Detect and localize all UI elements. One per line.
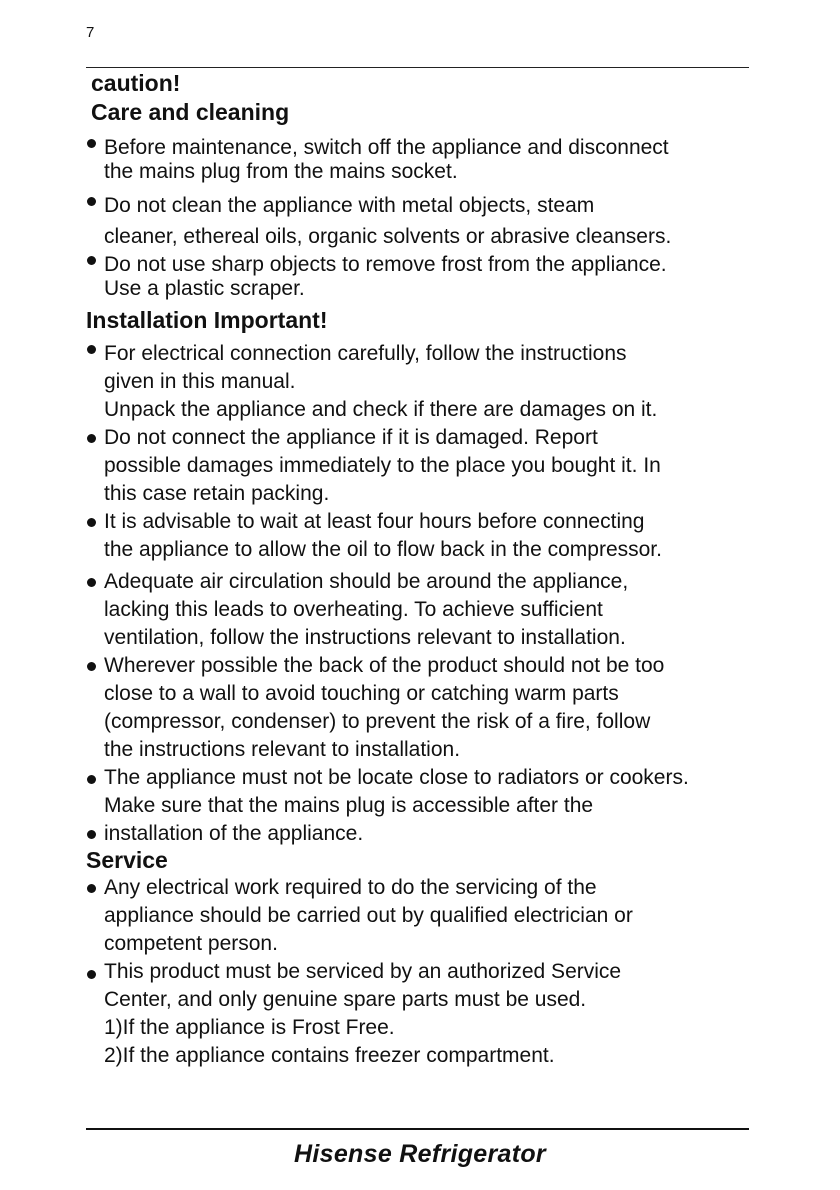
bullet-icon xyxy=(87,197,96,206)
install-item-3-line-2: the appliance to allow the oil to flow back in the compressor. xyxy=(104,538,662,561)
install-item-1-line-1: For electrical connection carefully, follow the instructions xyxy=(104,342,627,365)
install-item-2-line-2: possible damages immediately to the place you bought it. In xyxy=(104,454,661,477)
install-item-2-line-3: this case retain packing. xyxy=(104,482,330,505)
install-item-2-line-1: Do not connect the appliance if it is damaged. Report xyxy=(104,426,598,449)
service-item-2-line-1: This product must be serviced by an authorized Service xyxy=(104,960,622,983)
install-item-5-line-4: the instructions relevant to installation. xyxy=(104,738,461,761)
bullet-icon xyxy=(87,830,96,839)
install-item-1-line-3: Unpack the appliance and check if there are damages on it. xyxy=(104,398,658,421)
service-item-2-line-2: Center, and only genuine spare parts must be used. xyxy=(104,988,587,1011)
installation-heading: Installation Important! xyxy=(86,307,328,333)
install-item-5-line-1: Wherever possible the back of the product should not be too xyxy=(104,654,665,677)
install-item-6-line-2: Make sure that the mains plug is accessible after the xyxy=(104,794,594,817)
service-item-2-line-3: 1)If the appliance is Frost Free. xyxy=(104,1016,395,1039)
install-item-5-line-3: (compressor, condenser) to prevent the risk of a fire, follow xyxy=(104,710,651,733)
care-item-3-line-2: Use a plastic scraper. xyxy=(104,277,305,300)
install-item-4-line-1: Adequate air circulation should be around the appliance, xyxy=(104,570,629,593)
care-item-1-line-1: Before maintenance, switch off the appliance and disconnect xyxy=(104,136,669,159)
care-item-2-line-1: Do not clean the appliance with metal objects, steam xyxy=(104,194,595,217)
service-item-1-line-3: competent person. xyxy=(104,932,278,955)
care-heading: Care and cleaning xyxy=(91,99,290,125)
bullet-icon xyxy=(87,578,96,587)
install-item-5-line-2: close to a wall to avoid touching or catching warm parts xyxy=(104,682,619,705)
care-item-2-line-2: cleaner, ethereal oils, organic solvents or abrasive cleansers. xyxy=(104,225,672,248)
bullet-icon xyxy=(87,970,96,979)
service-heading: Service xyxy=(86,847,168,873)
bullet-icon xyxy=(87,884,96,893)
service-item-2-line-4: 2)If the appliance contains freezer compartment. xyxy=(104,1044,555,1067)
page-number: 7 xyxy=(86,24,95,41)
bullet-icon xyxy=(87,345,96,354)
install-item-4-line-2: lacking this leads to overheating. To achieve sufficient xyxy=(104,598,603,621)
install-item-6-line-1: The appliance must not be locate close to radiators or cookers. xyxy=(104,766,689,789)
service-item-1-line-1: Any electrical work required to do the servicing of the xyxy=(104,876,597,899)
bullet-icon xyxy=(87,775,96,784)
install-item-4-line-3: ventilation, follow the instructions relevant to installation. xyxy=(104,626,626,649)
bottom-divider xyxy=(86,1128,749,1130)
top-divider xyxy=(86,67,749,68)
bullet-icon xyxy=(87,518,96,527)
footer-brand: Hisense Refrigerator xyxy=(294,1140,546,1168)
bullet-icon xyxy=(87,256,96,265)
caution-heading: caution! xyxy=(91,70,181,96)
install-item-1-line-2: given in this manual. xyxy=(104,370,296,393)
service-item-1-line-2: appliance should be carried out by qualified electrician or xyxy=(104,904,633,927)
bullet-icon xyxy=(87,434,96,443)
care-item-3-line-1: Do not use sharp objects to remove frost from the appliance. xyxy=(104,253,667,276)
bullet-icon xyxy=(87,662,96,671)
bullet-icon xyxy=(87,139,96,148)
install-item-7-line-1: installation of the appliance. xyxy=(104,822,364,845)
install-item-3-line-1: It is advisable to wait at least four hours before connecting xyxy=(104,510,645,533)
care-item-1-line-2: the mains plug from the mains socket. xyxy=(104,160,458,183)
